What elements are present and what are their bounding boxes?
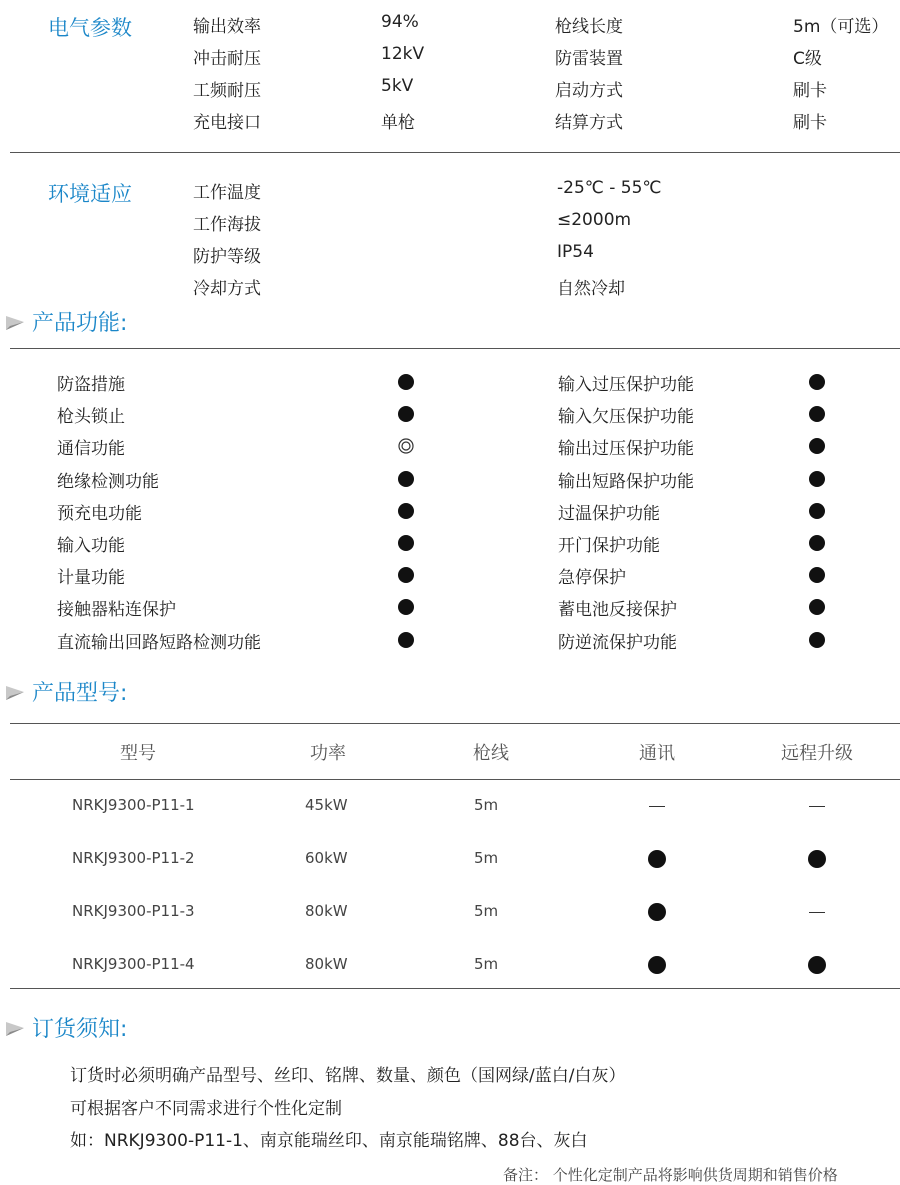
function-label: 通信功能 bbox=[57, 439, 125, 460]
filled-dot-icon bbox=[809, 567, 825, 583]
divider bbox=[10, 152, 900, 153]
ordering-line: 如：NRKJ9300-P11-1、南京能瑞丝印、南京能瑞铭牌、88台、灰白 bbox=[70, 1131, 588, 1151]
param-value: 刷卡 bbox=[793, 81, 827, 101]
cable-cell: 5m bbox=[474, 902, 499, 920]
filled-dot-icon bbox=[398, 406, 414, 422]
param-value: -25℃ - 55℃ bbox=[557, 178, 662, 198]
function-label: 绝缘检测功能 bbox=[57, 471, 159, 492]
table-header-cell: 枪线 bbox=[473, 743, 509, 764]
ordering-line: 订货时必须明确产品型号、丝印、铭牌、数量、颜色（国网绿/蓝白/白灰） bbox=[70, 1066, 626, 1086]
param-value: 自然冷却 bbox=[557, 279, 625, 299]
function-label: 输入欠压保护功能 bbox=[558, 407, 694, 428]
param-label: 输出效率 bbox=[193, 17, 261, 37]
table-bottom-border bbox=[10, 988, 900, 989]
param-value: 94% bbox=[381, 12, 419, 32]
table-header-cell: 型号 bbox=[120, 743, 156, 764]
param-label: 启动方式 bbox=[555, 81, 623, 101]
function-label: 输入过压保护功能 bbox=[558, 375, 694, 395]
function-label: 预充电功能 bbox=[57, 503, 142, 524]
param-label: 枪线长度 bbox=[555, 17, 623, 37]
param-label: 冲击耐压 bbox=[193, 49, 261, 69]
filled-dot-icon bbox=[809, 406, 825, 422]
model-cell: NRKJ9300-P11-3 bbox=[72, 902, 195, 920]
function-label: 蓄电池反接保护 bbox=[558, 600, 677, 621]
param-value: IP54 bbox=[557, 242, 594, 262]
filled-dot-icon bbox=[398, 471, 414, 487]
function-label: 直流输出回路短路检测功能 bbox=[57, 632, 261, 653]
param-label: 结算方式 bbox=[555, 113, 623, 133]
filled-dot-icon bbox=[809, 535, 825, 551]
table-header-cell: 远程升级 bbox=[781, 743, 853, 764]
table-top-border bbox=[10, 723, 900, 724]
function-label: 输入功能 bbox=[57, 536, 125, 556]
function-label: 急停保护 bbox=[558, 568, 626, 589]
filled-dot-icon bbox=[809, 471, 825, 487]
filled-dot-icon bbox=[398, 535, 414, 551]
function-label: 输出短路保护功能 bbox=[558, 471, 694, 492]
param-value: C级 bbox=[793, 49, 822, 69]
param-value: 12kV bbox=[381, 44, 425, 64]
filled-dot-icon bbox=[398, 567, 414, 583]
model-cell: NRKJ9300-P11-1 bbox=[72, 796, 195, 814]
models-section-title: 产品型号: bbox=[32, 681, 128, 706]
functions-section-header bbox=[4, 306, 127, 337]
power-cell: 80kW bbox=[305, 955, 348, 973]
param-label: 防护等级 bbox=[193, 247, 261, 267]
param-value: ≤2000m bbox=[557, 210, 632, 230]
dash-icon bbox=[649, 806, 665, 807]
function-label: 开门保护功能 bbox=[558, 536, 660, 556]
param-label: 工作海拔 bbox=[193, 215, 261, 235]
filled-dot-icon bbox=[398, 632, 414, 648]
param-value: 单枪 bbox=[381, 113, 415, 133]
double-circle-icon bbox=[398, 438, 414, 454]
filled-dot-icon bbox=[809, 438, 825, 454]
param-label: 防雷装置 bbox=[555, 49, 623, 69]
param-label: 工作温度 bbox=[193, 183, 261, 203]
function-label: 防逆流保护功能 bbox=[558, 632, 677, 653]
param-label: 充电接口 bbox=[193, 113, 261, 133]
param-value: 5m（可选） bbox=[793, 17, 889, 37]
function-label: 计量功能 bbox=[57, 568, 125, 589]
environment-section-title: 环境适应 bbox=[48, 182, 132, 206]
filled-dot-icon bbox=[398, 599, 414, 615]
param-label: 冷却方式 bbox=[193, 279, 261, 299]
dash-icon bbox=[809, 912, 825, 913]
cable-cell: 5m bbox=[474, 955, 499, 973]
filled-dot-icon bbox=[808, 956, 826, 974]
filled-dot-icon bbox=[809, 374, 825, 390]
triangle-arrow-icon bbox=[4, 681, 26, 703]
filled-dot-icon bbox=[809, 599, 825, 615]
filled-dot-icon bbox=[648, 850, 666, 868]
function-label: 枪头锁止 bbox=[57, 407, 125, 428]
function-label: 过温保护功能 bbox=[558, 503, 660, 524]
power-cell: 60kW bbox=[305, 849, 348, 867]
filled-dot-icon bbox=[808, 850, 826, 868]
filled-dot-icon bbox=[648, 903, 666, 921]
ordering-line: 可根据客户不同需求进行个性化定制 bbox=[70, 1099, 342, 1119]
function-label: 接触器粘连保护 bbox=[57, 600, 176, 621]
model-cell: NRKJ9300-P11-4 bbox=[72, 955, 195, 973]
filled-dot-icon bbox=[398, 503, 414, 519]
param-value: 5kV bbox=[381, 76, 414, 96]
triangle-arrow-icon bbox=[4, 1017, 26, 1039]
triangle-arrow-icon bbox=[4, 311, 26, 333]
filled-dot-icon bbox=[398, 374, 414, 390]
power-cell: 80kW bbox=[305, 902, 348, 920]
param-value: 刷卡 bbox=[793, 113, 827, 133]
power-cell: 45kW bbox=[305, 796, 348, 814]
filled-dot-icon bbox=[809, 503, 825, 519]
model-cell: NRKJ9300-P11-2 bbox=[72, 849, 195, 867]
cable-cell: 5m bbox=[474, 796, 499, 814]
ordering-section-header bbox=[4, 1012, 127, 1043]
table-header-cell: 通讯 bbox=[639, 743, 675, 764]
table-header-border bbox=[10, 779, 900, 780]
dash-icon bbox=[809, 806, 825, 807]
filled-dot-icon bbox=[809, 632, 825, 648]
param-label: 工频耐压 bbox=[193, 81, 261, 101]
models-section-header bbox=[4, 676, 127, 707]
divider bbox=[10, 348, 900, 349]
electrical-section-title: 电气参数 bbox=[48, 16, 132, 40]
footnote: 备注： 个性化定制产品将影响供货周期和销售价格 bbox=[503, 1166, 838, 1184]
function-label: 输出过压保护功能 bbox=[558, 439, 694, 460]
ordering-section-title: 订货须知: bbox=[32, 1017, 128, 1042]
filled-dot-icon bbox=[648, 956, 666, 974]
table-header-cell: 功率 bbox=[310, 743, 346, 764]
functions-section-title: 产品功能: bbox=[32, 311, 128, 336]
cable-cell: 5m bbox=[474, 849, 499, 867]
function-label: 防盗措施 bbox=[57, 375, 125, 395]
